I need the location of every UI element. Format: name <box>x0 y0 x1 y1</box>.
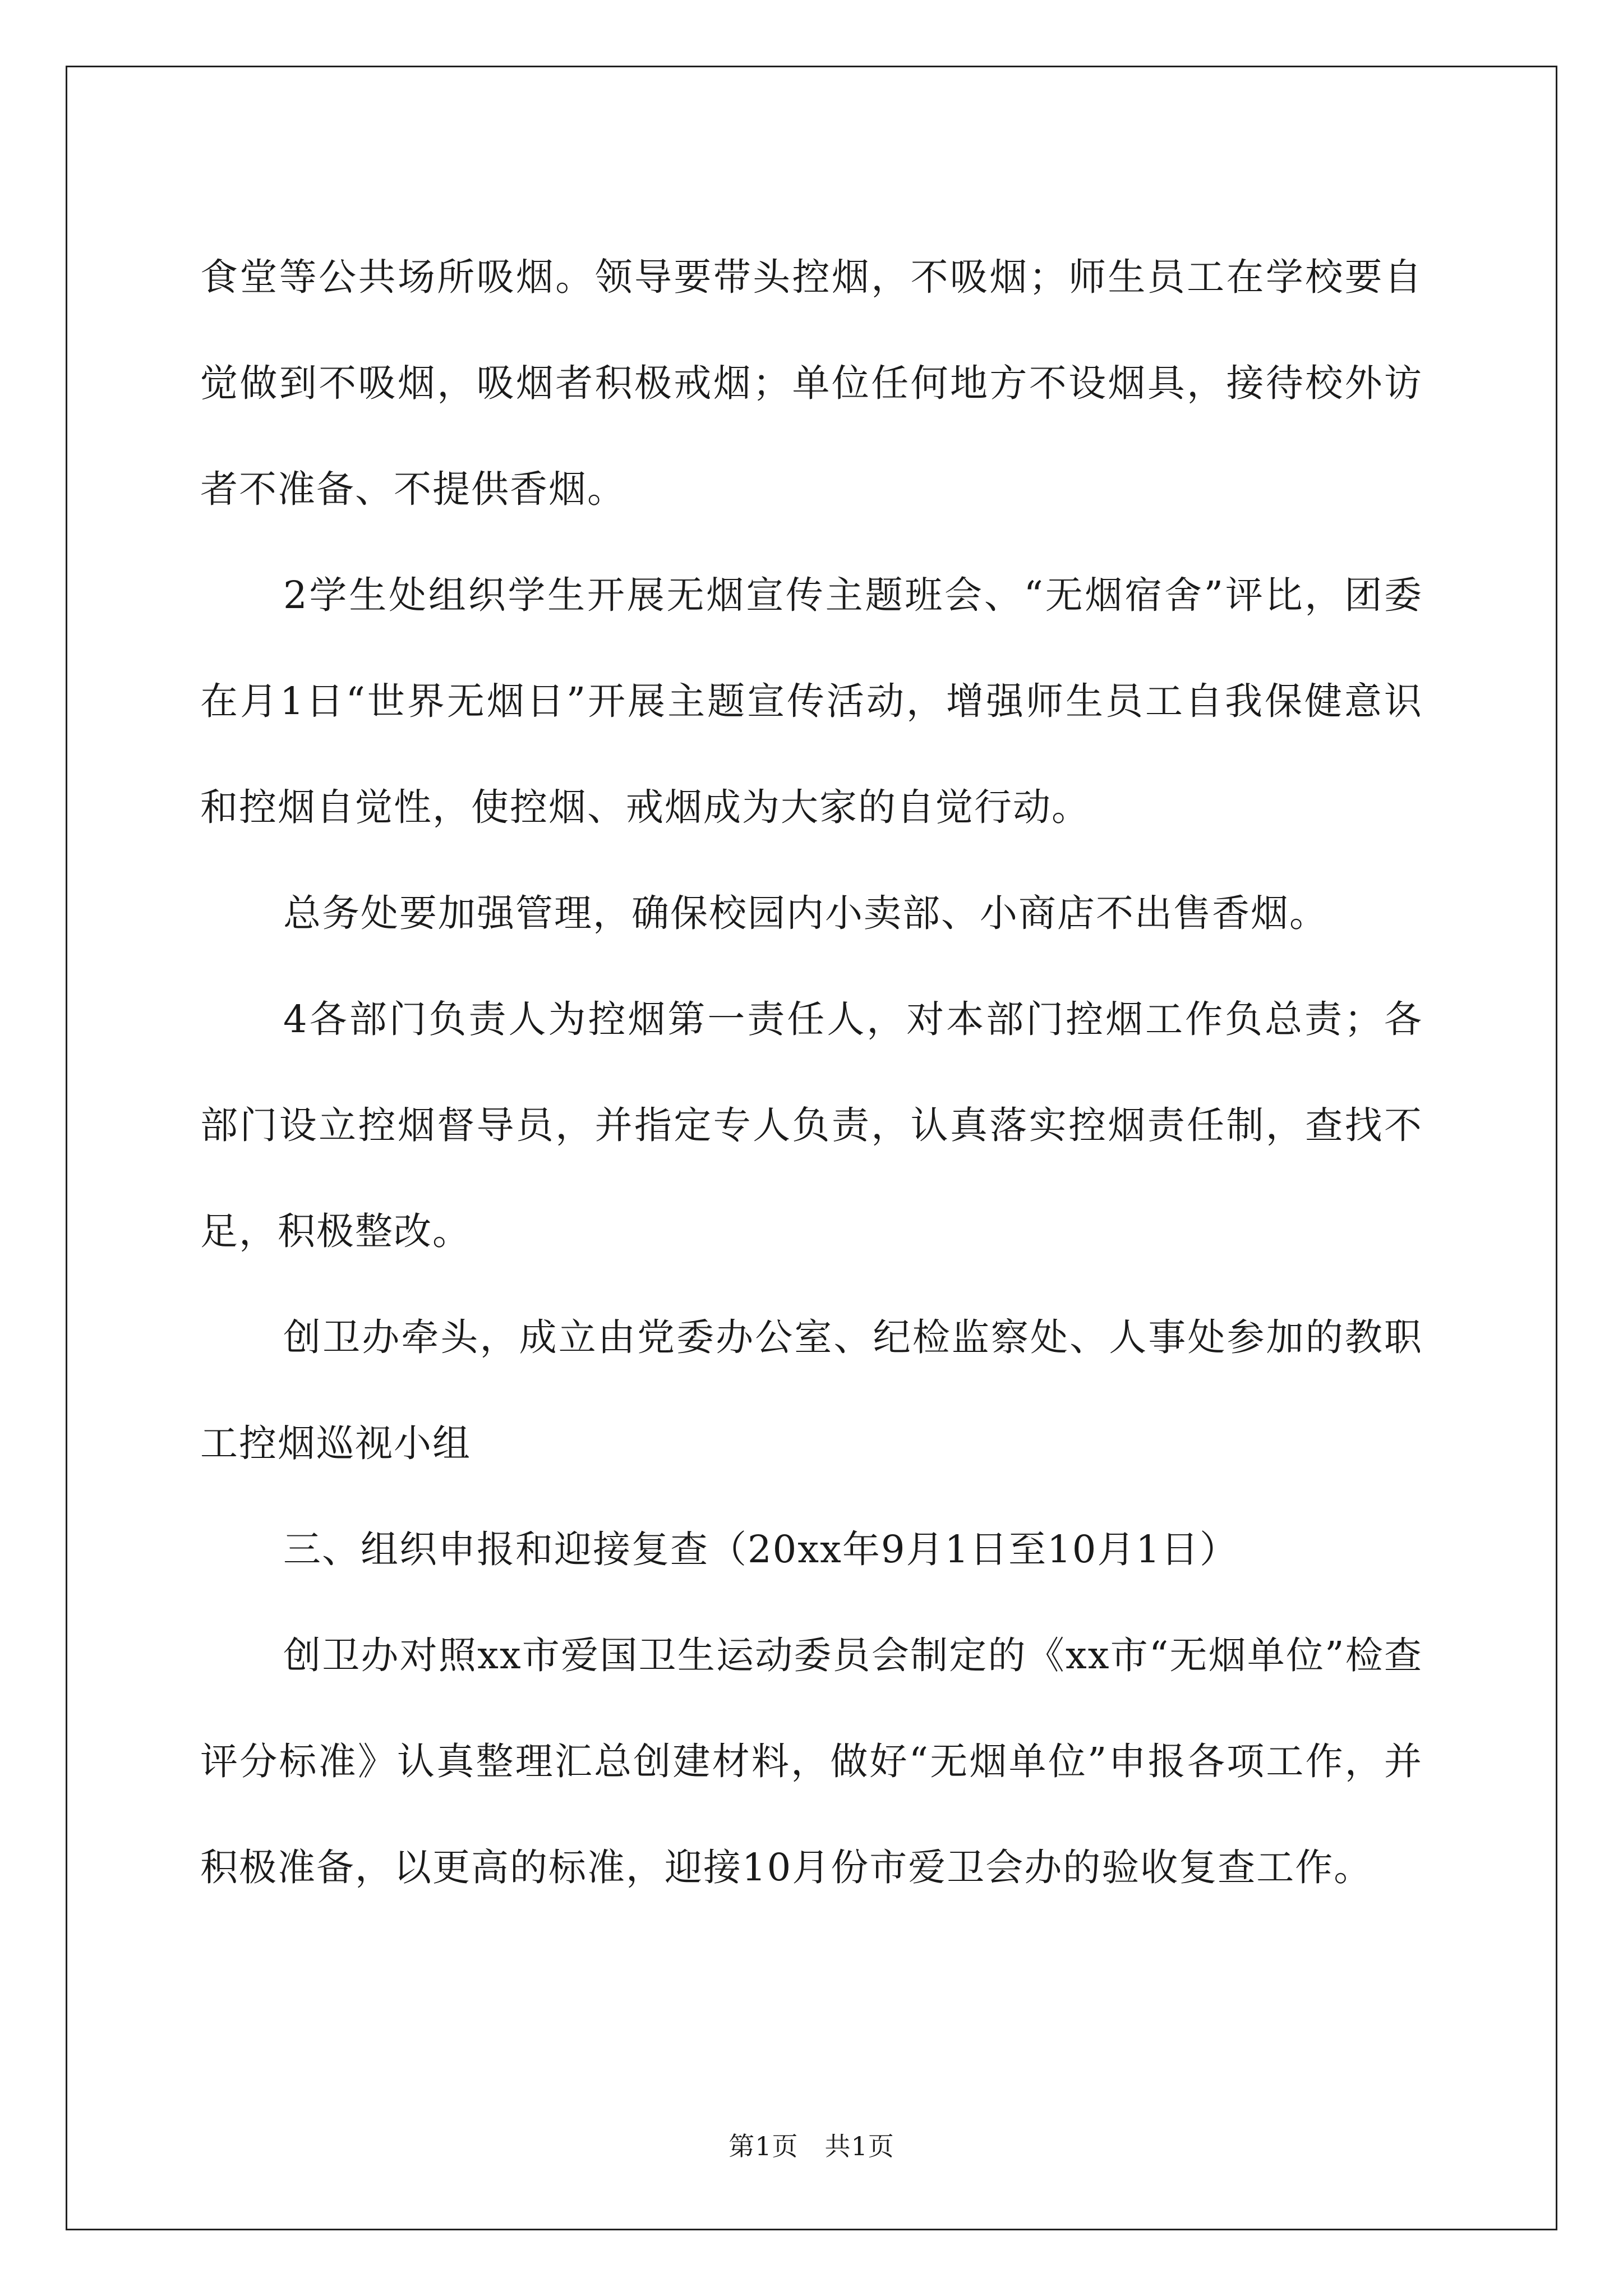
paragraph-3: 总务处要加强管理，确保校园内小卖部、小商店不出售香烟。 <box>283 891 1328 935</box>
paragraph-4: 4各部门负责人为控烟第一责任人，对本部门控烟工作负总责；各部门设立控烟督导员，并指定专人负责，认真落实控烟责任制，查找不足，积极整改。 <box>200 997 1423 1253</box>
document-body <box>200 224 1423 1921</box>
page-number-footer: 第1页 共1页 <box>728 2131 895 2161</box>
paragraph-1: 食堂等公共场所吸烟。领导要带头控烟，不吸烟；师生员工在学校要自觉做到不吸烟，吸烟者积极戒烟；单位任何地方不设烟具，接待校外访者不准备、不提供香烟。 <box>200 255 1423 511</box>
paragraph-6: 创卫办对照xx市爱国卫生运动委员会制定的《xx市“无烟单位”检查评分标准》认真整理汇总创建材料，做好“无烟单位”申报各项工作，并积极准备，以更高的标准，迎接10月份市爱卫会办的验收复查工作。 <box>200 1634 1423 1889</box>
paragraph-2: 2学生处组织学生开展无烟宣传主题班会、“无烟宿舍”评比，团委在月1日“世界无烟日”开展主题宣传活动，增强师生员工自我保健意识和控烟自觉性，使控烟、戒烟成为大家的自觉行动。 <box>200 573 1423 829</box>
paragraph-5: 创卫办牵头，成立由党委办公室、纪检监察处、人事处参加的教职工控烟巡视小组 <box>200 1315 1423 1465</box>
section-heading: 三、组织申报和迎接复查（20xx年9月1日至10月1日） <box>283 1527 1238 1571</box>
